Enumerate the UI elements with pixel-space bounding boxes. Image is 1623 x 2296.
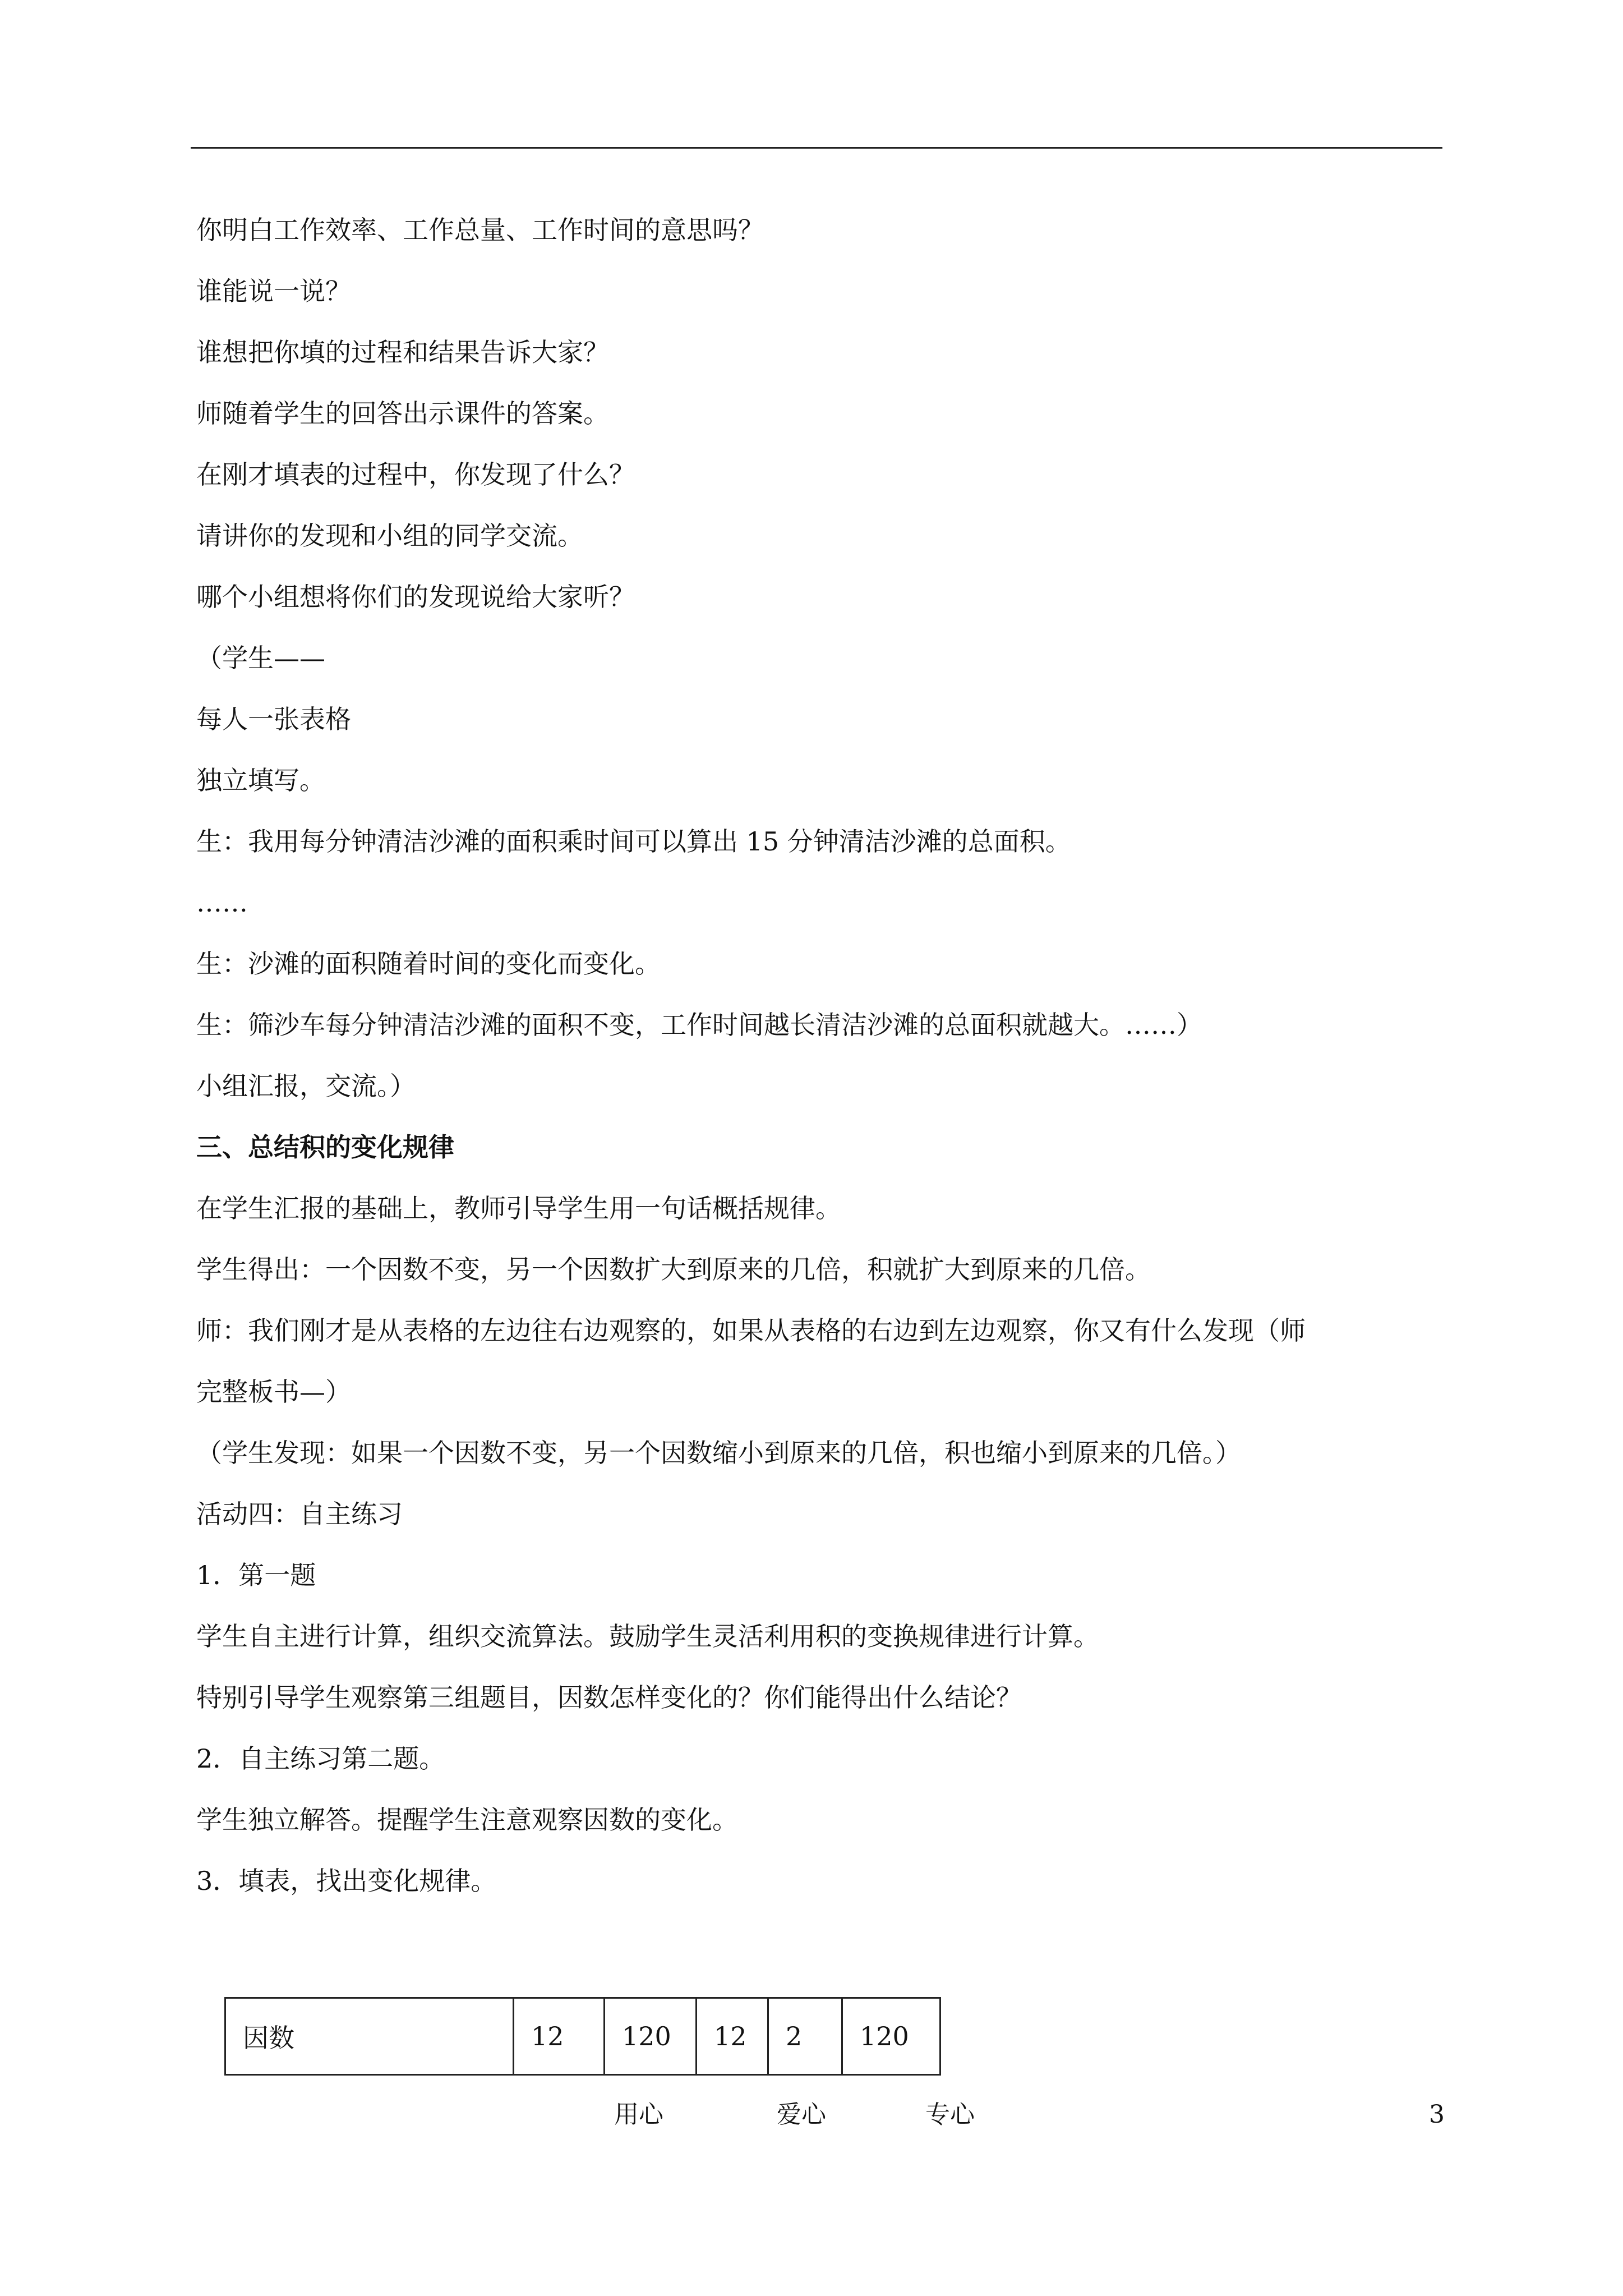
- body-line: （学生——: [196, 643, 325, 673]
- body-line: 每人一张表格: [196, 704, 351, 734]
- header-rule: [191, 147, 1442, 149]
- body-line: 学生独立解答。提醒学生注意观察因数的变化。: [196, 1805, 738, 1835]
- body-line: 学生得出：一个因数不变，另一个因数扩大到原来的几倍，积就扩大到原来的几倍。: [196, 1254, 1151, 1285]
- body-line: 师随着学生的回答出示课件的答案。: [196, 398, 609, 429]
- body-line: （学生发现：如果一个因数不变，另一个因数缩小到原来的几倍，积也缩小到原来的几倍。）: [196, 1438, 1241, 1468]
- factor-table: [224, 1997, 941, 2076]
- table-cell: 120: [842, 1998, 940, 2075]
- body-line: 生：我用每分钟清洁沙滩的面积乘时间可以算出 15 分钟清洁沙滩的总面积。: [196, 826, 1071, 857]
- table-cell: 120: [605, 1998, 697, 2075]
- body-line: 谁想把你填的过程和结果告诉大家？: [196, 337, 609, 367]
- table-cell: 12: [514, 1998, 605, 2075]
- body-line: 师：我们刚才是从表格的左边往右边观察的，如果从表格的右边到左边观察，你又有什么发现（师: [196, 1315, 1306, 1346]
- body-line: 请讲你的发现和小组的同学交流。: [196, 521, 583, 551]
- body-line: 1．第一题: [196, 1560, 316, 1590]
- footer-slogan-1: 用心: [614, 2100, 663, 2129]
- table-row: [225, 1998, 940, 2075]
- section-heading: 三、总结积的变化规律: [196, 1132, 454, 1162]
- body-line: ……: [196, 887, 248, 918]
- body-line: 特别引导学生观察第三组题目，因数怎样变化的？你们能得出什么结论？: [196, 1682, 1022, 1713]
- body-line: 学生自主进行计算，组织交流算法。鼓励学生灵活利用积的变换规律进行计算。: [196, 1621, 1099, 1651]
- body-line: 活动四：自主练习: [196, 1499, 403, 1529]
- body-line: 独立填写。: [196, 765, 325, 795]
- table-cell: 12: [697, 1998, 768, 2075]
- body-line: 谁能说一说？: [196, 276, 351, 306]
- body-line: 生：沙滩的面积随着时间的变化而变化。: [196, 949, 661, 979]
- table-cell-label: 因数: [225, 1998, 514, 2075]
- footer-slogan-3: 专心: [925, 2100, 975, 2129]
- footer-slogan-2: 爱心: [777, 2100, 826, 2129]
- body-line: 小组汇报，交流。）: [196, 1071, 416, 1101]
- body-line: 2．自主练习第二题。: [196, 1743, 445, 1774]
- body-line: 哪个小组想将你们的发现说给大家听？: [196, 582, 635, 612]
- page-number: 3: [1429, 2100, 1445, 2129]
- table-cell: 2: [768, 1998, 842, 2075]
- body-line: 你明白工作效率、工作总量、工作时间的意思吗？: [196, 215, 764, 245]
- body-line: 完整板书—）: [196, 1377, 351, 1407]
- body-line: 生：筛沙车每分钟清洁沙滩的面积不变，工作时间越长清洁沙滩的总面积就越大。……）: [196, 1010, 1202, 1040]
- body-line: 在学生汇报的基础上，教师引导学生用一句话概括规律。: [196, 1193, 841, 1223]
- body-line: 3．填表，找出变化规律。: [196, 1866, 497, 1896]
- body-line: 在刚才填表的过程中，你发现了什么？: [196, 459, 635, 490]
